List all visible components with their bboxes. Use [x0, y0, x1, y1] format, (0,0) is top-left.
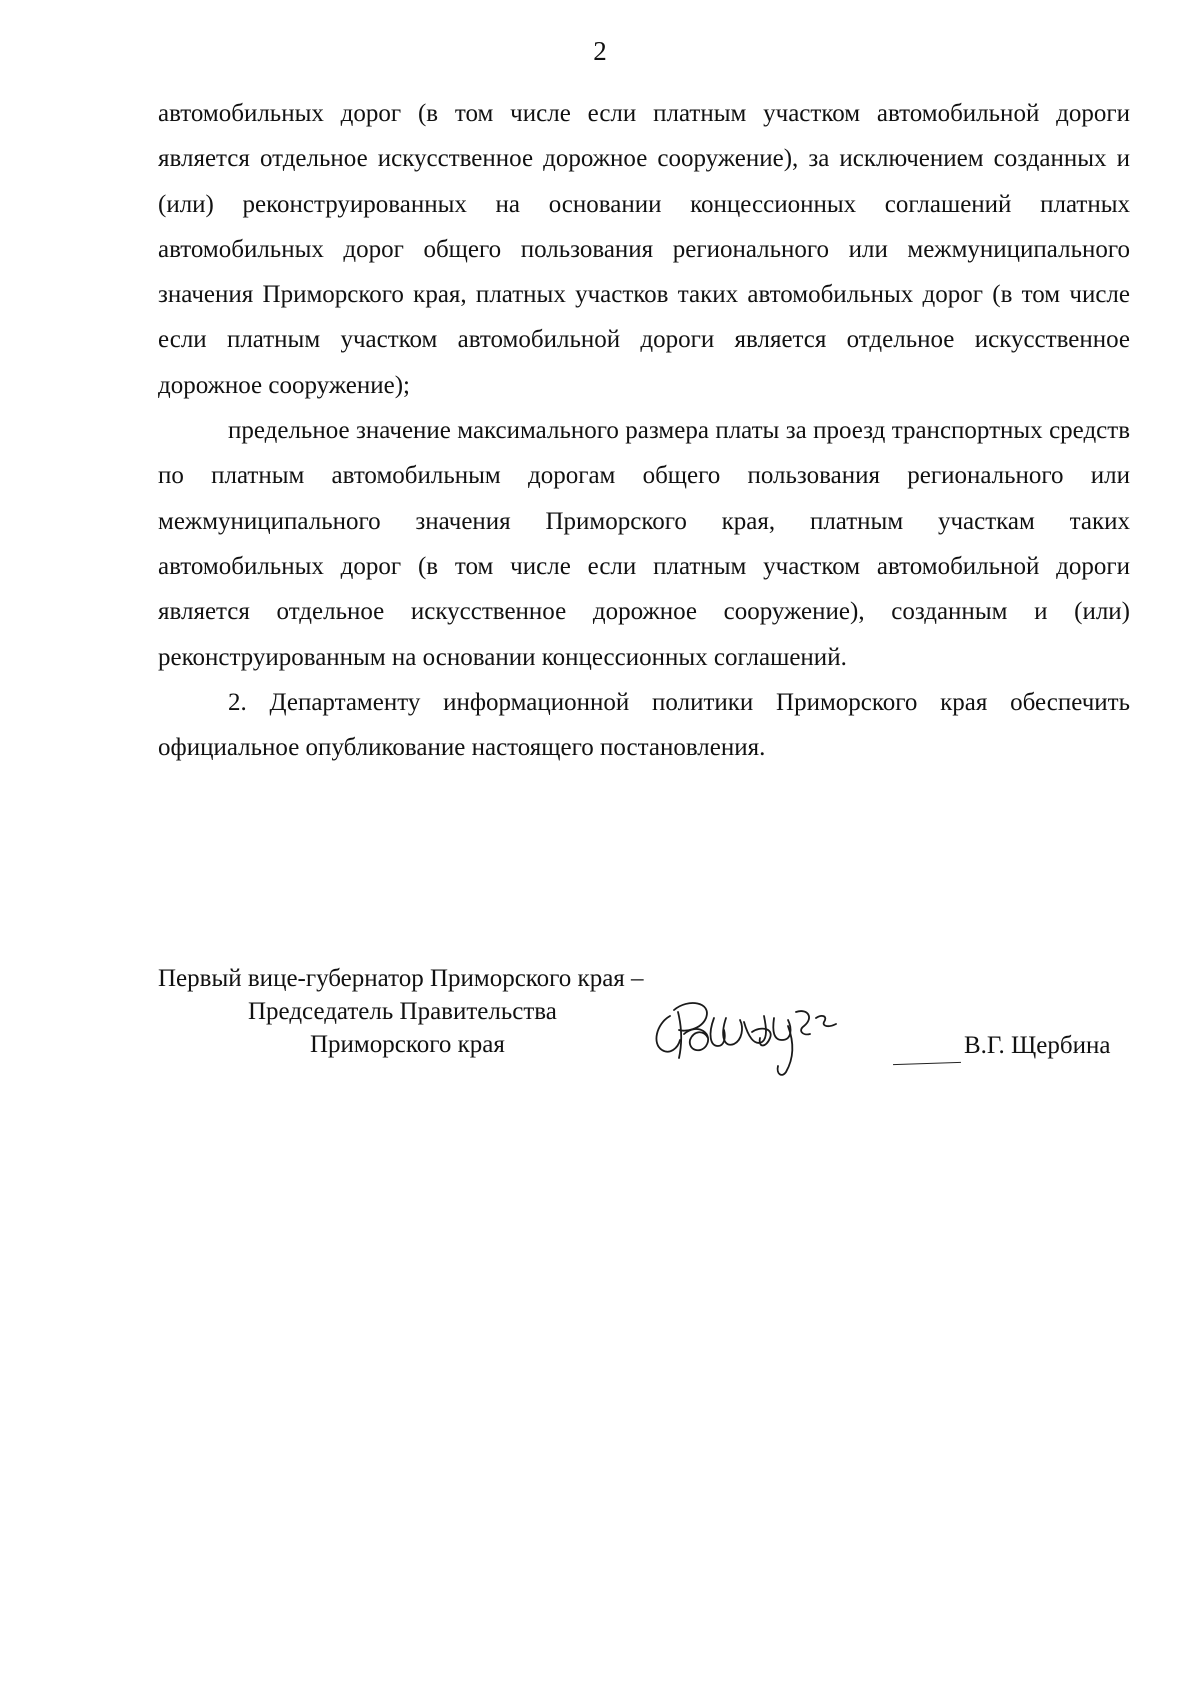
signatory-title-line-1: Первый вице-губернатор Приморского края – [158, 965, 644, 992]
signature-block [158, 962, 1130, 1082]
signatory-title-line-3: Приморского края [310, 1031, 505, 1058]
page-number: 2 [593, 36, 607, 66]
paragraph-continued: автомобильных дорог (в том числе если платным участком автомобильной дороги является отдельное искусственное дорожное сооружение), за исключением созданных и (или) реконструированных на основании концессионных соглашений платных автомобильных дорог общего пользования регионального или межмуниципального значения Приморского края, платных участков таких автомобильных дорог (в том числе если платным участком автомобильной дороги является отдельное искусственное дорожное сооружение); [158, 100, 1130, 399]
signature-line [893, 1062, 961, 1065]
paragraph-fee-limit: предельное значение максимального размера платы за проезд транспортных средств по платным автомобильным дорогам общего пользования регионального или межмуниципального значения Приморского края, платным участкам таких автомобильных дорог (в том числе если платным участком автомобильной дороги является отдельное искусственное дорожное сооружение), созданным и (или) реконструированным на основании концессионных соглашений. [158, 417, 1130, 671]
signatory-title-line-2: Председатель Правительства [248, 998, 557, 1025]
document-body [158, 91, 1130, 770]
paragraph-publication-order: 2. Департаменту информационной политики Приморского края обеспечить официальное опубликование настоящего постановления. [158, 688, 1130, 762]
signatory-name: В.Г. Щербина [964, 1032, 1111, 1059]
handwritten-signature-image [648, 988, 863, 1080]
